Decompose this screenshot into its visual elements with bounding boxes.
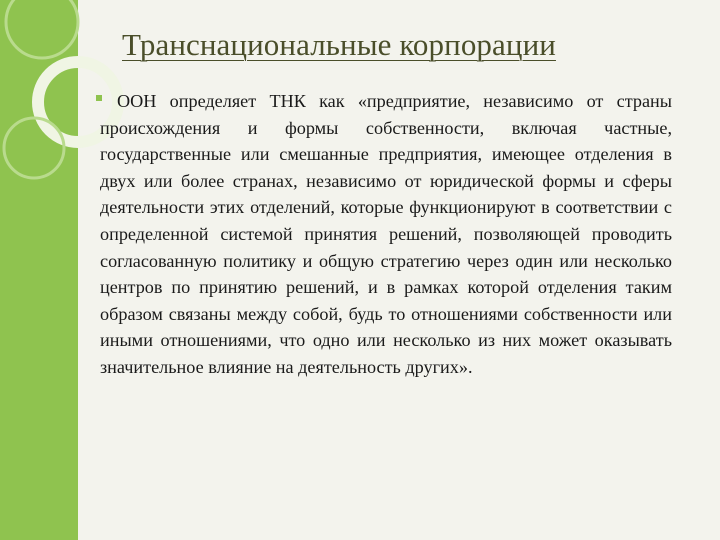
deco-circle-top bbox=[6, 0, 78, 58]
body-paragraph: ООН определяет ТНК как «предприятие, независимо от страны происхождения и формы собственности, включая частные, государственные или смешанные предприятия, имеющее отделения в двух или более странах, независимо от юридической формы и сферы деятельности этих отделений, которые функционируют в соответствии с определенной системой принятия решений, позволяющей проводить согласованную политику и общую стратегию через один или несколько центров по принятию решений, и в рамках которой отделения таким образом связаны между собой, будь то отношениями собственности или иными отношениями, что одно или несколько из них может оказывать значительное влияние на деятельность других». bbox=[100, 91, 672, 377]
deco-circle-small bbox=[4, 118, 64, 178]
slide-title: Транснациональные корпорации bbox=[122, 27, 556, 62]
